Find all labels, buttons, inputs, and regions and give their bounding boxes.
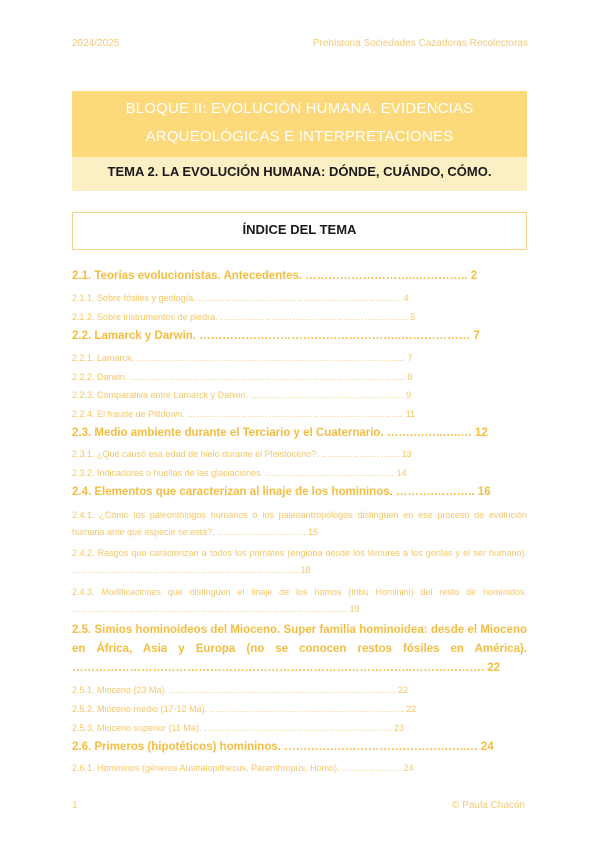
toc-entry-2-6[interactable]: 2.6. Primeros (hipotéticos) homininos. ………….……………………………..… 24: [72, 741, 494, 753]
toc-entry-2-5-3[interactable]: 2.5.3. Mioceno superior (11 Ma). …………………………………..…………………. 23: [72, 723, 404, 733]
toc-entry-2-5-2[interactable]: 2.5.2. Mioceno medio (17-12 Ma). ……………………………………………………….. 22: [72, 704, 417, 714]
toc-entry-2-2-3[interactable]: 2.2.3. Comparativa entre Lamarck y Darwin. …………………………………………… 9: [72, 390, 412, 400]
toc-entry-2-3[interactable]: 2.3. Medio ambiente durante el Terciario y el Cuaternario. …….……..…..… 12: [72, 427, 488, 439]
toc-entry-2-2[interactable]: 2.2. Lamarck y Darwin. ……………………………………………..……………… 7: [72, 330, 480, 342]
toc-entry-2-2-4[interactable]: 2.2.4. El fraude de Piltdown. ……………………………………………………………… 11: [72, 409, 415, 419]
block-title-line-1: BLOQUE II: EVOLUCIÓN HUMANA. EVIDENCIAS: [125, 100, 474, 117]
toc-entry-2-2-1[interactable]: 2.2.1. Lamarck. ……………………………………………………………………………... 7: [72, 353, 413, 363]
block-title-line-2: ARQUEOLÓGICAS E INTERPRETACIONES: [145, 128, 454, 145]
toc-entry-2-1-2[interactable]: 2.1.2. Sobre instrumentos de piedra. ………………………………………………….….. 5: [72, 312, 416, 322]
toc-entry-2-4[interactable]: 2.4. Elementos que caracterizan al linaje de los homininos. ……….……….. 16: [72, 486, 491, 498]
toc-entry-2-4-1[interactable]: 2.4.1. ¿Cómo los paleontólogos humanos o los paleoantropólogos distinguen en ese proceso de evolución humana ante qué especie se está?. ………..………………. 15: [72, 510, 527, 537]
topic-title: TEMA 2. LA EVOLUCIÓN HUMANA: DÓNDE, CUÁNDO, CÓMO.: [72, 157, 527, 191]
toc-entry-2-5[interactable]: 2.5. Simios hominoideos del Mioceno. Super familia hominoidea: desde el Mioceno en África, Asia y Europa (no se conocen restos fósiles en América). ……………………………………………………………………………..………………. 22: [72, 624, 527, 674]
index-title: ÍNDICE DEL TEMA: [72, 212, 527, 250]
page-number: 1: [72, 800, 78, 811]
toc-entry-2-3-1[interactable]: 2.3.1. ¿Qué causó esa edad de hielo durante el Pleistoceno?. ……..…………….... 13: [72, 449, 412, 459]
toc-entry-2-6-1[interactable]: 2.6.1. Homininos (géneros Australopithecus, Paranthropus, Homo). ……………….. 24: [72, 763, 414, 773]
header-course-title: Prehistoria Sociedades Cazadoras Recolectoras: [312, 38, 528, 49]
toc-entry-2-5-1[interactable]: 2.5.1. Mioceno (23 Ma). …………………………………………………..…………….. 22: [72, 685, 409, 695]
toc-entry-2-4-3[interactable]: 2.4.3. Modificaciones que distinguen el linaje de los homos (tribu Hominini) del resto de homínidos. ……………………………………………………………………………….. 19: [72, 587, 527, 614]
toc-entry-2-1-1[interactable]: 2.1.1. Sobre fósiles y geología. ………………………………………………………….. 4: [72, 293, 409, 303]
toc-entry-2-1[interactable]: 2.1. Teorías evolucionistas. Antecedentes. ………………………..………….. 2: [72, 270, 478, 282]
toc-entry-2-2-2[interactable]: 2.2.2. Darwin. ……………………………………………………………………………….. 8: [72, 372, 413, 382]
toc-entry-2-4-2[interactable]: 2.4.2. Rasgos que caracterizan a todos los primates (engloba desde los lémures a los gorilas y el ser humano). …………………………………………………..…………….. 18: [72, 548, 527, 575]
header-year: 2024/2025: [72, 38, 120, 49]
toc-entry-2-3-2[interactable]: 2.3.2. Indicadores o huellas de las glaciaciones. ………………………………….… 14: [72, 468, 407, 478]
block-title-banner: [72, 91, 527, 157]
copyright-author: © Paula Chacón: [452, 800, 525, 811]
